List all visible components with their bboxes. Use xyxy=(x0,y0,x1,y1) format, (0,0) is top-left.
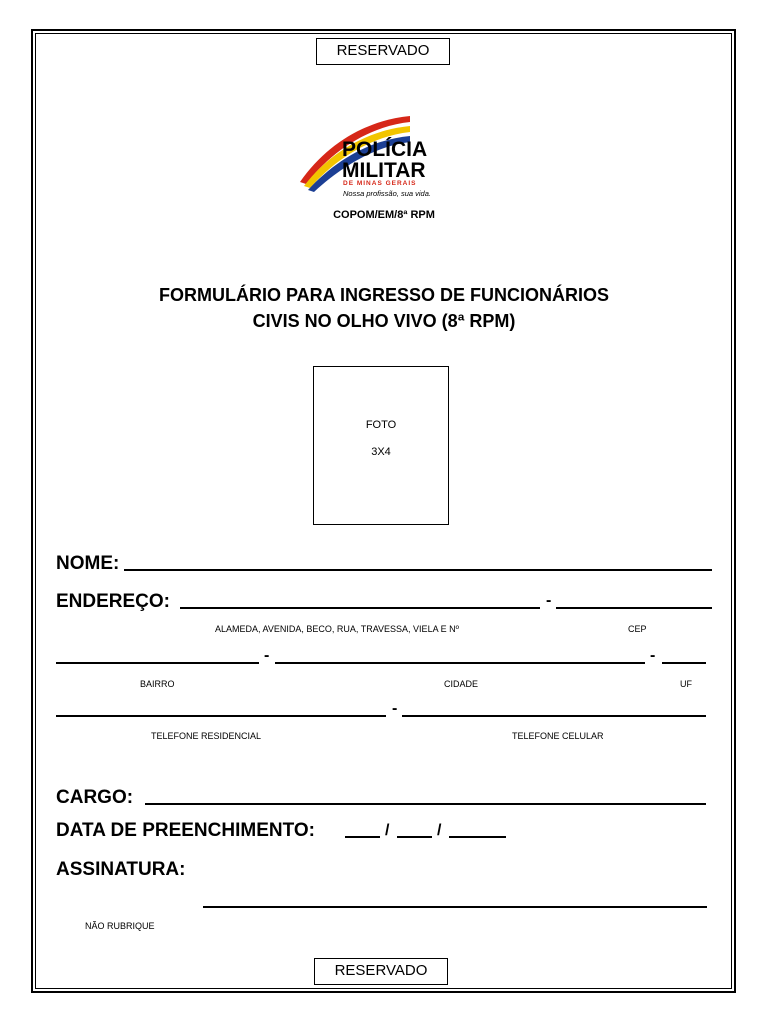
photo-box xyxy=(313,366,449,525)
caption-cep: CEP xyxy=(628,624,647,634)
cargo-line[interactable] xyxy=(145,803,706,805)
nome-label: NOME: xyxy=(56,553,120,574)
caption-telefone-celular: TELEFONE CELULAR xyxy=(512,731,604,741)
form-title-line1: FORMULÁRIO PARA INGRESSO DE FUNCIONÁRIOS xyxy=(158,285,609,305)
cargo-label: CARGO: xyxy=(56,787,134,808)
telefone-dash: - xyxy=(392,700,398,717)
nome-line[interactable] xyxy=(124,569,712,571)
data-slash-1: / xyxy=(385,822,390,839)
caption-bairro: BAIRRO xyxy=(140,679,175,689)
bairro-dash: - xyxy=(264,647,270,664)
form-title-line2: CIVIS NO OLHO VIVO (8ª RPM) xyxy=(252,311,516,331)
logo-text-militar: MILITAR xyxy=(342,159,426,182)
caption-telefone-residencial: TELEFONE RESIDENCIAL xyxy=(151,731,262,741)
telefone-celular-line[interactable] xyxy=(402,715,706,717)
data-slash-2: / xyxy=(437,822,442,839)
reserved-stamp-top: RESERVADO xyxy=(316,38,450,65)
caption-cidade: CIDADE xyxy=(444,679,479,689)
caption-rubrica: NÃO RUBRIQUE xyxy=(85,921,155,931)
cidade-dash: - xyxy=(650,647,656,664)
data-ano-line[interactable] xyxy=(449,836,506,838)
cidade-line[interactable] xyxy=(275,662,645,664)
endereco-label: ENDEREÇO: xyxy=(56,591,171,612)
data-dia-line[interactable] xyxy=(345,836,380,838)
telefone-residencial-line[interactable] xyxy=(56,715,386,717)
logo-slogan: Nossa profissão, sua vida. xyxy=(343,189,431,198)
bairro-line[interactable] xyxy=(56,662,259,664)
photo-size-label: 3X4 xyxy=(371,446,391,458)
caption-uf: UF xyxy=(680,679,692,689)
policia-militar-logo xyxy=(298,112,460,204)
caption-logradouro: ALAMEDA, AVENIDA, BECO, RUA, TRAVESSA, VIELA E Nº xyxy=(215,624,459,634)
endereco-line[interactable] xyxy=(180,607,540,609)
assinatura-line[interactable] xyxy=(203,906,707,908)
endereco-dash: - xyxy=(546,592,552,609)
logo-text-state: DE MINAS GERAIS xyxy=(343,180,417,187)
data-label: DATA DE PREENCHIMENTO: xyxy=(56,820,315,841)
photo-label: FOTO xyxy=(365,419,397,431)
logo-text-policia: POLÍCIA xyxy=(342,138,428,161)
assinatura-label: ASSINATURA: xyxy=(56,859,186,880)
data-mes-line[interactable] xyxy=(397,836,432,838)
uf-line[interactable] xyxy=(662,662,706,664)
unit-code: COPOM/EM/8ª RPM xyxy=(333,209,435,221)
cep-line[interactable] xyxy=(556,607,712,609)
reserved-stamp-bottom: RESERVADO xyxy=(314,958,448,985)
